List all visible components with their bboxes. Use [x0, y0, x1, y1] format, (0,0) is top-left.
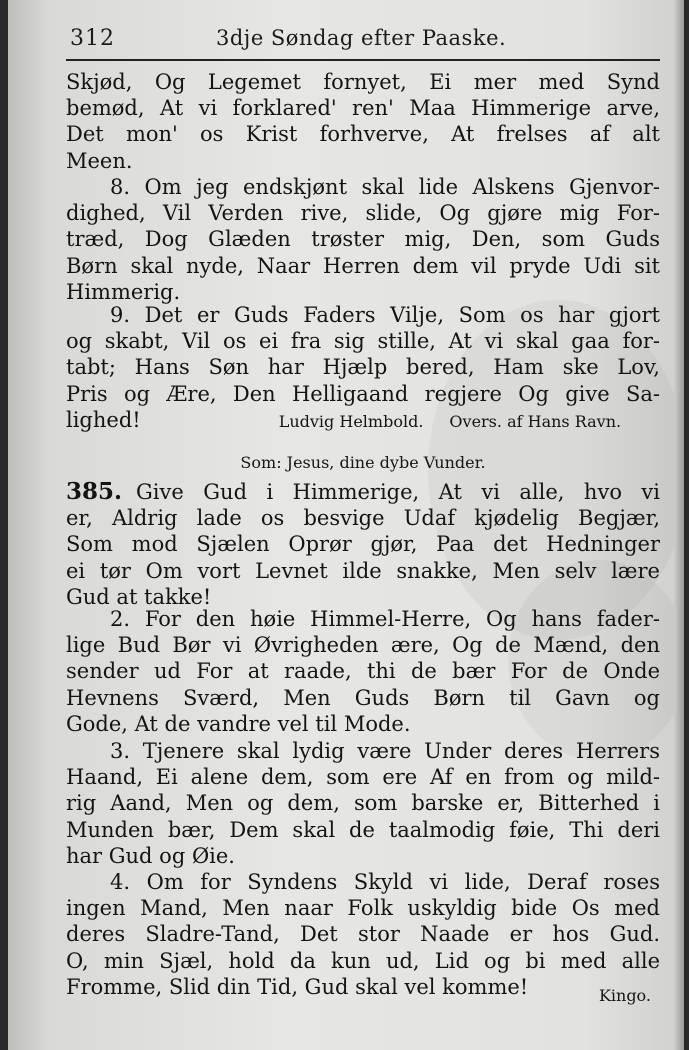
- text-line: 9. Det er Guds Faders Vilje, Som os har gjort: [110, 303, 660, 327]
- melody-line: Som: Jesus, dine dybe Vunder.: [240, 453, 486, 472]
- text-line: O, min Sjæl, hold da kun ud, Lid og bi med alle: [66, 948, 660, 973]
- text-line: dighed, Vil Verden rive, slide, Og gjøre mig For-: [66, 201, 660, 226]
- text-line: er, Aldrig lade os besvige Udaf kjødelig Begjær,: [66, 506, 660, 531]
- hymn-385-stanza-2: [66, 606, 660, 737]
- hymn-author: Ludvig Helmbold.: [278, 411, 424, 431]
- hymn-number: 385.: [66, 479, 123, 505]
- text-line: har Gud og Øie.: [66, 843, 235, 868]
- text-line: Gode, At de vandre vel til Mode.: [66, 711, 411, 736]
- hymn-385-stanza-3: [66, 738, 660, 869]
- stanza-continuation: [66, 69, 660, 174]
- text-line: Gud at takke!: [66, 584, 212, 609]
- text-line: 2. For den høie Himmel-Herre, Og hans fader-: [110, 607, 660, 631]
- text-line: Skjød, Og Legemet fornyet, Ei mer med Synd: [66, 70, 660, 94]
- text-line-content: Give Gud i Himmerige, At vi alle, hvo vi: [136, 480, 660, 504]
- text-line: 3. Tjenere skal lydig være Under deres Herrers: [110, 739, 660, 763]
- stanza-9-end: lighed!: [66, 407, 141, 432]
- text-line: ingen Mand, Men naar Folk uskyldig bide Os med: [66, 896, 660, 921]
- text-line: 4. Om for Syndens Skyld vi lide, Deraf roses: [110, 870, 660, 894]
- text-line: [66, 479, 660, 505]
- text-line: Som mod Sjælen Oprør gjør, Paa det Hedninger: [66, 532, 660, 557]
- text-line: lige Bud Bør vi Øvrigheden ære, Og de Mænd, den: [66, 633, 660, 658]
- hymn-translator: Overs. af Hans Ravn.: [449, 411, 622, 431]
- page-number: 312: [70, 26, 115, 51]
- text-line: Meen.: [66, 148, 133, 173]
- hymn-385-stanza-1: [66, 479, 660, 610]
- text-line: sender ud For at raade, thi de bær For de Onde: [66, 659, 660, 684]
- hymn-385-stanza-4: [66, 869, 660, 1000]
- hymn-385-author: Kingo.: [598, 986, 651, 1005]
- text-line: Hevnens Sværd, Men Guds Børn til Gavn og: [66, 685, 660, 710]
- running-title: 3dje Søndag efter Paaske.: [216, 26, 507, 50]
- text-line: Børn skal nyde, Naar Herren dem vil pryde Udi sit: [66, 253, 660, 278]
- text-line: bemød, At vi forklared' ren' Maa Himmerige arve,: [66, 96, 660, 121]
- text-line: 8. Om jeg endskjønt skal lide Alskens Gjenvor-: [110, 175, 660, 199]
- header-rule: [66, 59, 660, 61]
- text-line: rig Aand, Men og dem, som barske er, Bitterhed i: [66, 791, 660, 816]
- text-line: og skabt, Vil os ei fra sig stille, At vi skal gaa for-: [66, 329, 660, 354]
- stanza-9: [66, 302, 660, 433]
- text-line: tabt; Hans Søn har Hjælp bered, Ham ske Lov,: [66, 355, 660, 380]
- text-line: deres Sladre-Tand, Det stor Naade er hos Gud.: [66, 922, 660, 947]
- running-header: [66, 22, 660, 56]
- text-line: Haand, Ei alene dem, som ere Af en from og mild-: [66, 765, 660, 790]
- stanza-8: [66, 174, 660, 305]
- text-line: Fromme, Slid din Tid, Gud skal vel komme!: [66, 974, 529, 999]
- text-line: Det mon' os Krist forhverve, At frelses af alt: [66, 122, 660, 147]
- text-line: Munden bær, Dem skal de taalmodig føie, Thi deri: [66, 817, 660, 842]
- text-line: Himmerig.: [66, 279, 181, 304]
- page-edge: [674, 0, 684, 1050]
- text-line: Pris og Ære, Den Helligaand regjere Og give Sa-: [66, 381, 660, 406]
- attribution-line: [66, 407, 660, 433]
- text-line: træd, Dog Glæden trøster mig, Den, som Guds: [66, 227, 660, 252]
- text-line: ei tør Om vort Levnet ilde snakke, Men selv lære: [66, 558, 660, 583]
